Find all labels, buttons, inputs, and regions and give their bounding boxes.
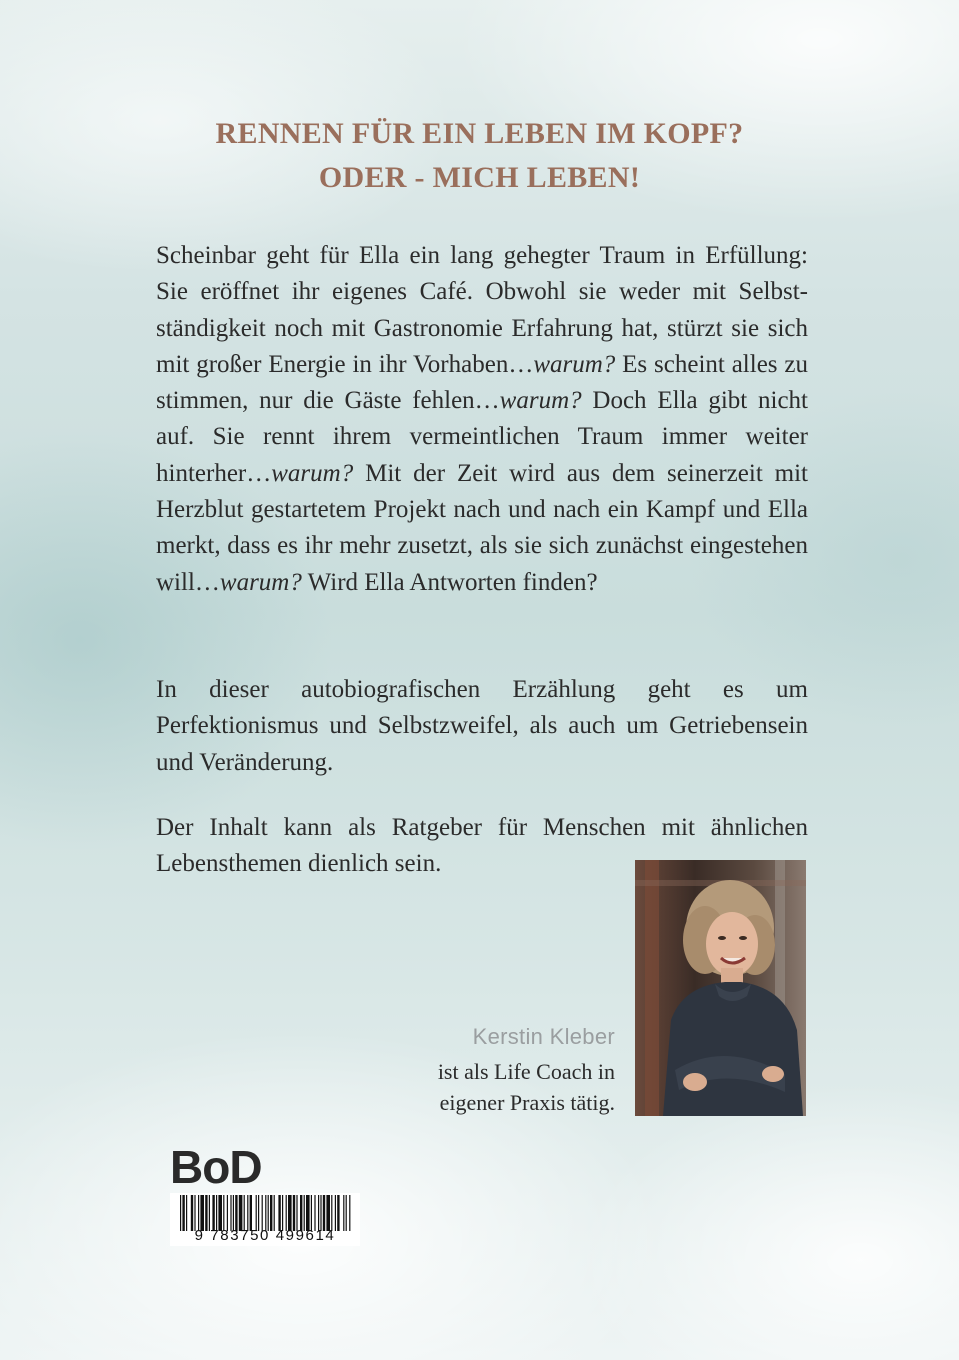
author-name: Kerstin Kleber [472,1024,615,1049]
barcode-bar [212,1195,214,1231]
barcode-bar [256,1195,257,1231]
barcode-bar [320,1195,321,1231]
barcode-bar [278,1195,280,1231]
barcode-bar [209,1195,210,1231]
isbn-barcode [170,1193,360,1246]
blurb-text: Scheinbar geht für Ella ein lang gehegter Traum in Erfüllung: Sie eröffnet ihr eigenes Café. Obwohl sie weder mit Selbstständigkeit noch mit Gastronomie Erfahrung hat, stürzt sie sich mit großer Energie in ihr Vorhaben… [156,242,808,378]
barcode-bar [306,1195,310,1231]
barcode-bar [198,1195,199,1231]
barcode-bar [239,1195,243,1231]
barcode-bars [170,1195,360,1231]
barcode-bar [218,1195,222,1231]
barcode-bar [274,1195,275,1231]
barcode-bar [227,1195,228,1231]
author-bio-line-1: ist als Life Coach in [437,1059,615,1084]
barcode-bar [247,1195,248,1231]
headline-line-2: ODER - MICH LEBEN! [318,161,641,194]
barcode-bar [258,1195,259,1231]
blurb-emphasis: warum? [533,350,616,378]
barcode-bar [223,1195,224,1231]
blurb-text: Wird Ella Antworten finden? [301,568,598,596]
barcode-bar [216,1195,217,1231]
barcode-bar [182,1195,184,1231]
barcode-bar [194,1195,195,1231]
barcode-bar [265,1195,266,1231]
blurb-paragraph-3: Der Inhalt kann als Ratgeber für Menschen mit ähnlichen Lebensthemen dienlich sein. [156,814,808,878]
barcode-bar [293,1195,295,1231]
barcode-bar [250,1195,252,1231]
blurb-paragraph-1 [156,238,808,601]
author-bio [438,1056,615,1118]
barcode-bar [288,1195,292,1231]
author-portrait-illustration [635,860,806,1116]
blurb-emphasis: warum? [219,568,302,596]
barcode-bar [314,1195,315,1231]
barcode-bar [268,1195,269,1231]
barcode-bar [262,1195,263,1231]
publisher-logo: BoD [170,1141,262,1193]
blurb-text: Es scheint alles zu stimmen, nur die Gäste fehlen… [156,350,808,415]
barcode-bar [296,1195,297,1231]
author-photo [635,860,806,1116]
barcode-bar [244,1195,245,1231]
barcode-bar [186,1195,187,1231]
barcode-bar [235,1195,237,1231]
barcode-bar [270,1195,272,1231]
blurb-text: Doch Ella gibt nicht auf. Sie rennt ihrem vermeintlichen Traum immer weiter hinterher… [156,387,808,487]
barcode-bar [346,1195,347,1231]
barcode-bar [311,1195,312,1231]
author-bio-line-2: eigener Praxis tätig. [439,1090,615,1115]
barcode-bar [331,1195,332,1231]
barcode-bar [233,1195,234,1231]
blurb-text: Mit der Zeit wird aus dem seinerzeit mit Herzblut gestartetem Projekt nach und nach ein Kampf und Ella merkt, dass es ihr mehr zusetzt, als sie sich zunächst eingestehen will… [156,459,808,596]
barcode-bar [282,1195,283,1231]
barcode-bar [300,1195,302,1231]
barcode-bar [349,1195,350,1231]
blurb-emphasis: warum? [499,387,582,415]
barcode-bar [337,1195,339,1231]
blurb-emphasis: warum? [271,459,354,487]
barcode-bar [335,1195,336,1231]
blurb-paragraph-2: In dieser autobiografischen Erzählung geht es um Perfektionismus und Selbstzweifel, als auch um Getriebensein und Veränderung. [156,676,808,776]
headline [0,112,959,200]
isbn-number: 9 783750 499614 [194,1227,336,1244]
barcode-bar [205,1195,207,1231]
barcode-bar [230,1195,231,1231]
barcode-bar [304,1195,305,1231]
barcode-bar [191,1195,193,1231]
barcode-bar [180,1195,181,1231]
barcode-bar [318,1195,319,1231]
barcode-bar [323,1195,325,1231]
barcode-bar [343,1195,344,1231]
headline-line-1: RENNEN FÜR EIN LEBEN IM KOPF? [215,117,744,150]
barcode-bar [200,1195,204,1231]
barcode-bar [326,1195,330,1231]
barcode-bar [286,1195,287,1231]
